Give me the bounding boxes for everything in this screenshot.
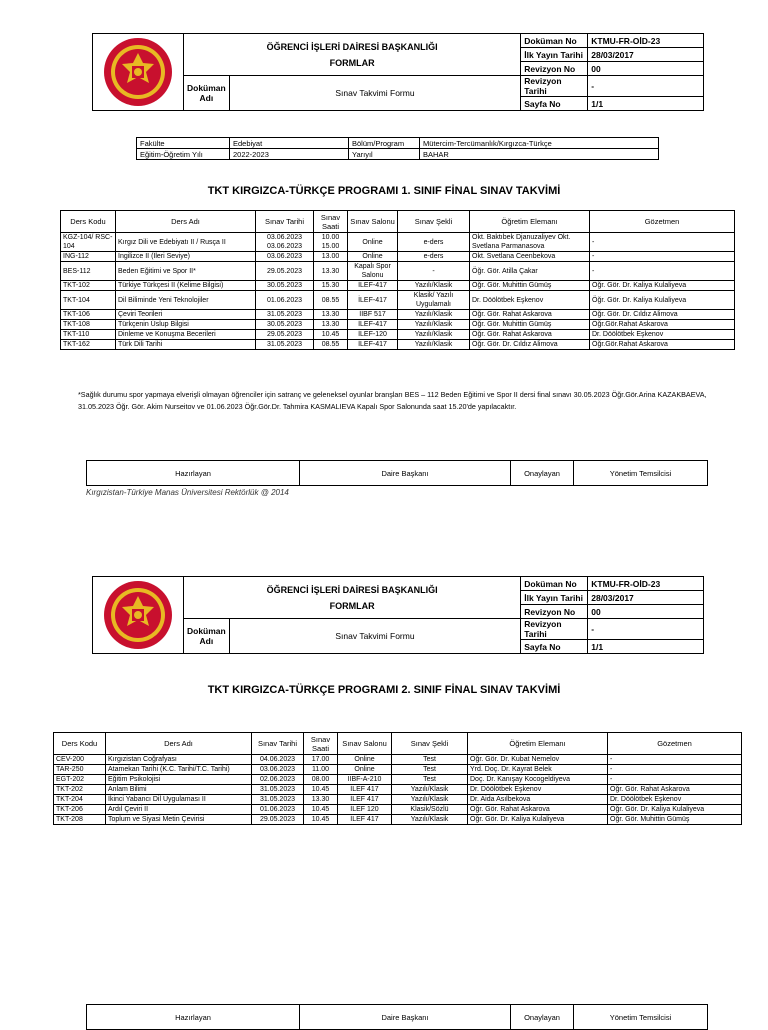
logo-cell <box>93 34 184 111</box>
table-cell: İLEF-417 <box>348 320 398 330</box>
rev-no-value: 00 <box>588 62 704 76</box>
first-pub-label: İlk Yayın Tarihi <box>521 591 588 605</box>
table-cell: Öğr. Gör. Rahat Askarova <box>470 310 590 320</box>
table-cell: İLEF-120 <box>348 330 398 340</box>
page-label: Sayfa No <box>521 97 588 111</box>
dept-label: Bölüm/Program <box>349 138 420 149</box>
table-cell: 13.30 <box>314 262 348 281</box>
table-cell: Öğr. Gör. Dr. Cıldız Alimova <box>590 310 735 320</box>
table-cell: 10.45 <box>304 785 338 795</box>
table-row <box>61 340 735 350</box>
table-cell: e-ders <box>398 233 470 252</box>
org-line-1: ÖĞRENCİ İŞLERİ DAİRESİ BAŞKANLIĞI <box>266 584 438 595</box>
table-row <box>54 785 742 795</box>
table-cell: TKT-108 <box>61 320 116 330</box>
table-cell: TKT-208 <box>54 815 106 825</box>
table-cell: Okt. Baktıbek Djanuzaliyev Okt. Svetlana Parmanasova <box>470 233 590 252</box>
year-value: 2022-2023 <box>230 149 349 160</box>
table-cell: Dr. Döölötbek Eşkenov <box>608 795 742 805</box>
table-cell: Dil Biliminde Yeni Teknolojiler <box>116 291 256 310</box>
footer-text: Kırgızistan-Türkiye Manas Üniversitesi Rektörlük @ 2014 <box>86 488 289 497</box>
table-cell: İngilizce II (İleri Seviye) <box>116 252 256 262</box>
program-info-table <box>136 137 659 160</box>
table-cell: - <box>608 755 742 765</box>
table-cell: 04.06.2023 <box>252 755 304 765</box>
rev-date-label: Revizyon Tarihi <box>521 76 588 97</box>
table-cell: Yrd. Doç. Dr. Kayrat Belek <box>468 765 608 775</box>
table-cell: Yazılı/Klasik <box>398 310 470 320</box>
first-pub-label: İlk Yayın Tarihi <box>521 48 588 62</box>
dept-value: Mütercim-Tercümanlık/Kırgızca-Türkçe <box>420 138 659 149</box>
page-value: 1/1 <box>588 97 704 111</box>
table-cell: BES-112 <box>61 262 116 281</box>
year-label: Eğitim-Öğretim Yılı <box>137 149 230 160</box>
rev-no-label: Revizyon No <box>521 605 588 619</box>
table-cell: 10.45 <box>304 805 338 815</box>
table-cell: - <box>590 233 735 252</box>
section-2-title: TKT KIRGIZCA-TÜRKÇE PROGRAMI 2. SINIF FİNAL SINAV TAKVİMİ <box>207 684 561 696</box>
table-cell: İLEF 417 <box>338 795 392 805</box>
table-cell: Test <box>392 755 468 765</box>
table-cell: 08.55 <box>314 340 348 350</box>
table-cell: Test <box>392 765 468 775</box>
table-cell: Yazılı/Klasik <box>392 795 468 805</box>
term-label: Yarıyıl <box>349 149 420 160</box>
table-cell: 13.30 <box>314 310 348 320</box>
sig-onaylayan: Onaylayan <box>511 461 574 486</box>
table-row <box>61 262 735 281</box>
sig-daire-baskani: Daire Başkanı <box>300 461 511 486</box>
first-pub-value: 28/03/2017 <box>588 48 704 62</box>
org-line-1: ÖĞRENCİ İŞLERİ DAİRESİ BAŞKANLIĞI <box>266 41 438 52</box>
table-cell: Türkiye Türkçesi II (Kelime Bilgisi) <box>116 281 256 291</box>
table-cell: İLEF 417 <box>338 785 392 795</box>
table-cell: Atamekan Tarihi (K.C. Tarihi/T.C. Tarihi) <box>106 765 252 775</box>
sig-onaylayan: Onaylayan <box>511 1005 574 1030</box>
table-cell: Yazılı/Klasik <box>398 340 470 350</box>
table-cell: - <box>608 765 742 775</box>
table-cell: Öğr. Gör. Dr. Kaliya Kulaliyeva <box>468 815 608 825</box>
table-cell: 30.05.2023 <box>256 320 314 330</box>
rev-no-value: 00 <box>588 605 704 619</box>
table-cell: Öğr.Gör.Rahat Askarova <box>590 320 735 330</box>
schedule-1-body <box>61 233 735 350</box>
table-row <box>54 765 742 775</box>
table-cell: Beden Eğitimi ve Spor II* <box>116 262 256 281</box>
page-label: Sayfa No <box>521 640 588 654</box>
table-cell: 03.06.2023 <box>256 252 314 262</box>
col-ogretim-elemani: Öğretim Elemanı <box>468 733 608 755</box>
sig-hazirlayan: Hazırlayan <box>87 1005 300 1030</box>
sig-daire-baskani: Daire Başkanı <box>300 1005 511 1030</box>
table-cell: TKT-202 <box>54 785 106 795</box>
table-cell: İLEF 417 <box>338 815 392 825</box>
table-cell: IIBF-A-210 <box>338 775 392 785</box>
table-cell: Eğitim Psikolojisi <box>106 775 252 785</box>
table-cell: TKT-204 <box>54 795 106 805</box>
table-cell: Okt. Svetlana Ceenbekova <box>470 252 590 262</box>
doc-name-label: Doküman Adı <box>184 619 230 654</box>
table-cell: - <box>590 252 735 262</box>
table-cell: Toplum ve Siyasi Metin Çevirisi <box>106 815 252 825</box>
doc-no-label: Doküman No <box>521 34 588 48</box>
table-row <box>54 795 742 805</box>
table-cell: Klasik/ Yazılı Uygulamalı <box>398 291 470 310</box>
org-line-2: FORMLAR <box>329 57 375 68</box>
table-cell: 02.06.2023 <box>252 775 304 785</box>
table-cell: İLEF-417 <box>348 291 398 310</box>
table-cell: TKT-104 <box>61 291 116 310</box>
table-cell: Öğr. Gör. Dr. Kaliya Kulaliyeva <box>590 291 735 310</box>
table-cell: 13.30 <box>314 320 348 330</box>
table-cell: - <box>398 262 470 281</box>
col-sinav-tarihi: Sınav Tarihi <box>252 733 304 755</box>
table-cell: 08.55 <box>314 291 348 310</box>
page-value: 1/1 <box>588 640 704 654</box>
table-cell: 01.06.2023 <box>256 291 314 310</box>
section-1-title: TKT KIRGIZCA-TÜRKÇE PROGRAMI 1. SINIF FİNAL SINAV TAKVİMİ <box>207 185 561 197</box>
org-title <box>184 34 521 76</box>
table-row <box>54 775 742 785</box>
table-cell: 29.05.2023 <box>256 262 314 281</box>
table-cell: - <box>608 775 742 785</box>
table-row <box>61 310 735 320</box>
sig-yonetim-temsilcisi: Yönetim Temsilcisi <box>574 461 708 486</box>
faculty-label: Fakülte <box>137 138 230 149</box>
table-cell: 30.05.2023 <box>256 281 314 291</box>
table-cell: Yazılı/Klasik <box>398 320 470 330</box>
doc-no-value: KTMU-FR-OİD-23 <box>588 577 704 591</box>
table-cell: Öğr. Gör. Muhittin Gümüş <box>470 281 590 291</box>
signature-table-2 <box>86 1004 708 1030</box>
table-cell: İLEF-417 <box>348 281 398 291</box>
first-pub-value: 28/03/2017 <box>588 591 704 605</box>
rev-no-label: Revizyon No <box>521 62 588 76</box>
doc-name-value: Sınav Takvimi Formu <box>229 619 521 654</box>
schedule-table-1 <box>60 210 735 350</box>
col-gozetmen: Gözetmen <box>608 733 742 755</box>
col-sinav-salonu: Sınav Salonu <box>348 211 398 233</box>
org-line-2: FORMLAR <box>329 600 375 611</box>
table-cell: Öğr. Gör. Rahat Askarova <box>608 785 742 795</box>
table-cell: 17.00 <box>304 755 338 765</box>
col-sinav-saati: Sınav Saati <box>304 733 338 755</box>
table-row <box>61 330 735 340</box>
table-cell: 11.00 <box>304 765 338 775</box>
table-cell: TKT-162 <box>61 340 116 350</box>
table-cell: Dr. Döölötbek Eşkenov <box>470 291 590 310</box>
table-cell: KGZ-104/ RSC-104 <box>61 233 116 252</box>
table-cell: Öğr. Gör. Muhittin Gümüş <box>470 320 590 330</box>
table-cell: Öğr. Gör. Dr. Cıldız Alimova <box>470 340 590 350</box>
table-cell: Kırgızistan Coğrafyası <box>106 755 252 765</box>
table-cell: 29.05.2023 <box>252 815 304 825</box>
table-cell: 13.30 <box>304 795 338 805</box>
rev-date-value: - <box>588 619 704 640</box>
table-cell: Öğr. Gör. Dr. Kubat Nemelov <box>468 755 608 765</box>
table-row <box>61 320 735 330</box>
table-cell: Yazılı/Klasik <box>398 281 470 291</box>
doc-no-value: KTMU-FR-OİD-23 <box>588 34 704 48</box>
table-cell: Doç. Dr. Kanışay Kocogeldiyeva <box>468 775 608 785</box>
table-cell: TKT-206 <box>54 805 106 815</box>
table-cell: Türk Dili Tarihi <box>116 340 256 350</box>
table-cell: Öğr.Gör.Rahat Askarova <box>590 340 735 350</box>
table-cell: Kapalı Spor Salonu <box>348 262 398 281</box>
table-row <box>61 233 735 252</box>
sports-note: *Sağlık durumu spor yapmaya elverişli olmayan öğrenciler için satranç ve geleneksel oyunlar branşları BES – 112 Beden Eğitimi ve Spor II dersi final sınavı 30.05.2023 Öğr.Gör.Arina KAZAKBAEVA, 31.05.2023 Öğr. Gör. Akim Nurseitov ve 01.06.2023 Öğr.Gör.Dr. Tahmira KASMALIEVA Kapalı Spor Salonunda saat 15.20'de yapılacaktır. <box>78 390 707 411</box>
table-cell: EGT-202 <box>54 775 106 785</box>
table-cell: Öğr. Gör. Rahat Askarova <box>468 805 608 815</box>
col-ders-kodu: Ders Kodu <box>61 211 116 233</box>
signature-table-1 <box>86 460 708 486</box>
schedule-2-body <box>54 755 742 825</box>
table-cell: 31.05.2023 <box>256 340 314 350</box>
rev-date-label: Revizyon Tarihi <box>521 619 588 640</box>
table-cell: 03.06.2023 <box>252 765 304 775</box>
col-sinav-salonu: Sınav Salonu <box>338 733 392 755</box>
col-sinav-sekli: Sınav Şekli <box>398 211 470 233</box>
logo-cell <box>93 577 184 654</box>
form-header-2 <box>92 576 704 654</box>
schedule-table-2 <box>53 732 742 825</box>
table-cell: Test <box>392 775 468 785</box>
table-cell: Öğr. Gör. Dr. Kaliya Kulaliyeva <box>608 805 742 815</box>
table-cell: Online <box>348 252 398 262</box>
table-cell: 08.00 <box>304 775 338 785</box>
table-cell: Çeviri Teorileri <box>116 310 256 320</box>
sig-hazirlayan: Hazırlayan <box>87 461 300 486</box>
table-cell: Klasik/Sözlü <box>392 805 468 815</box>
table-row <box>61 281 735 291</box>
table-cell: 10.45 <box>314 330 348 340</box>
col-ders-adi: Ders Adı <box>106 733 252 755</box>
table-cell: Yazılı/Klasik <box>398 330 470 340</box>
doc-name-label: Doküman Adı <box>184 76 230 111</box>
table-cell: Kırgız Dili ve Edebiyatı II / Rusça II <box>116 233 256 252</box>
table-cell: TAR-250 <box>54 765 106 775</box>
table-cell: TKT-110 <box>61 330 116 340</box>
col-gozetmen: Gözetmen <box>590 211 735 233</box>
table-cell: Online <box>348 233 398 252</box>
table-cell: Türkçenin Üslup Bilgisi <box>116 320 256 330</box>
table-cell: 13.00 <box>314 252 348 262</box>
table-cell: Online <box>338 765 392 775</box>
table-cell: Yazılı/Klasik <box>392 815 468 825</box>
table-cell: Dr. Aida Asılbekova <box>468 795 608 805</box>
table-cell: Online <box>338 755 392 765</box>
rev-date-value: - <box>588 76 704 97</box>
col-sinav-tarihi: Sınav Tarihi <box>256 211 314 233</box>
table-cell: ING-112 <box>61 252 116 262</box>
table-cell: Anlam Bilimi <box>106 785 252 795</box>
table-cell: Dr. Döölötbek Eşkenov <box>590 330 735 340</box>
faculty-value: Edebiyat <box>230 138 349 149</box>
table-cell: Dr. Döölötbek Eşkenov <box>468 785 608 795</box>
table-cell: Yazılı/Klasik <box>392 785 468 795</box>
table-cell: TKT-102 <box>61 281 116 291</box>
table-cell: TKT-106 <box>61 310 116 320</box>
table-cell: Ardıl Çeviri II <box>106 805 252 815</box>
col-ders-adi: Ders Adı <box>116 211 256 233</box>
table-cell: İİBF 517 <box>348 310 398 320</box>
table-cell: İLEF-417 <box>348 340 398 350</box>
sig-yonetim-temsilcisi: Yönetim Temsilcisi <box>574 1005 708 1030</box>
table-row <box>54 805 742 815</box>
col-sinav-saati: Sınav Saati <box>314 211 348 233</box>
table-row <box>61 291 735 310</box>
form-header-1 <box>92 33 704 111</box>
table-cell: 31.05.2023 <box>252 795 304 805</box>
table-cell: Dinleme ve Konuşma Becerileri <box>116 330 256 340</box>
org-title <box>184 577 521 619</box>
table-cell: 15.30 <box>314 281 348 291</box>
table-cell: Öğr. Gör. Rahat Askarova <box>470 330 590 340</box>
table-cell: e-ders <box>398 252 470 262</box>
table-cell: 31.05.2023 <box>252 785 304 795</box>
university-logo-icon <box>103 37 173 107</box>
university-logo-icon <box>103 580 173 650</box>
col-sinav-sekli: Sınav Şekli <box>392 733 468 755</box>
table-cell: - <box>590 262 735 281</box>
table-cell: Öğr. Gör. Atilla Çakar <box>470 262 590 281</box>
table-row <box>61 252 735 262</box>
table-cell: CEV-200 <box>54 755 106 765</box>
table-row <box>54 755 742 765</box>
table-cell: İkinci Yabancı Dil Uygulaması II <box>106 795 252 805</box>
table-cell: 10.45 <box>304 815 338 825</box>
table-cell: 29.05.2023 <box>256 330 314 340</box>
term-value: BAHAR <box>420 149 659 160</box>
doc-name-value: Sınav Takvimi Formu <box>229 76 521 111</box>
table-cell: Öğr. Gör. Dr. Kaliya Kulaliyeva <box>590 281 735 291</box>
col-ders-kodu: Ders Kodu <box>54 733 106 755</box>
table-cell: 10.00 15.00 <box>314 233 348 252</box>
table-row <box>54 815 742 825</box>
col-ogretim-elemani: Öğretim Elemanı <box>470 211 590 233</box>
doc-no-label: Doküman No <box>521 577 588 591</box>
table-cell: Öğr. Gör. Muhittin Gümüş <box>608 815 742 825</box>
table-cell: 31.05.2023 <box>256 310 314 320</box>
table-cell: 03.06.2023 03.06.2023 <box>256 233 314 252</box>
table-cell: 01.06.2023 <box>252 805 304 815</box>
table-cell: İLEF 120 <box>338 805 392 815</box>
